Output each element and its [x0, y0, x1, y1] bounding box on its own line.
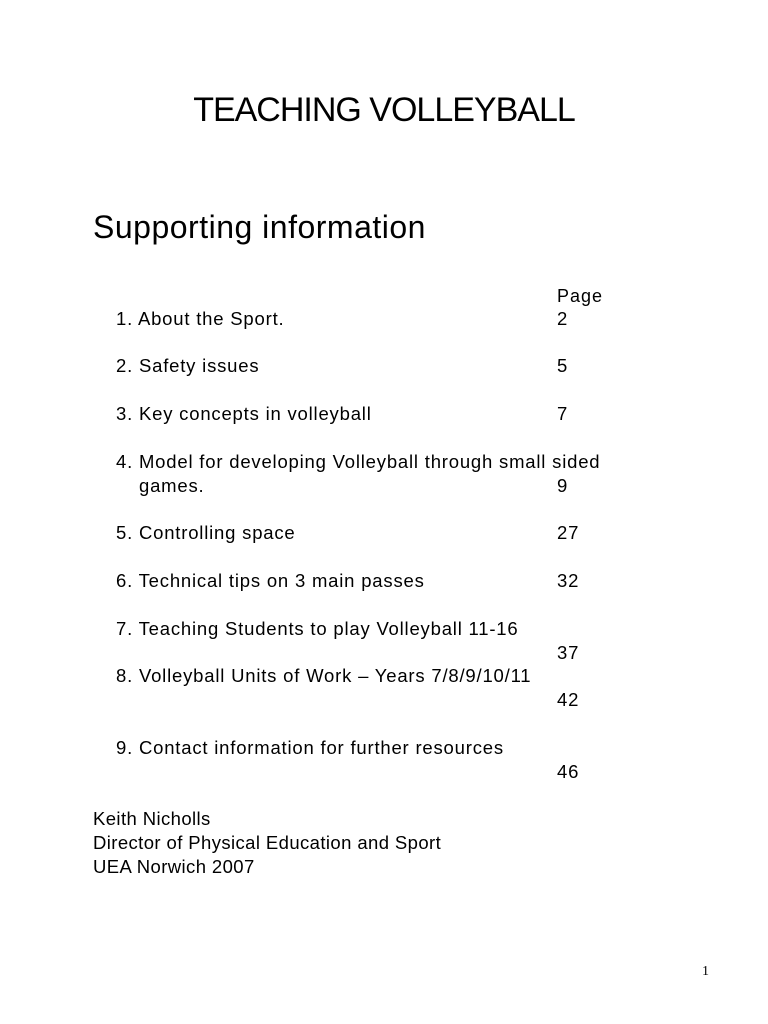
- toc-item-label: 6. Technical tips on 3 main passes: [116, 570, 425, 591]
- toc-item-page: 9: [557, 475, 569, 496]
- toc-item-page: 27: [557, 522, 580, 543]
- toc-item-page: 2: [557, 308, 569, 329]
- toc-item-page: 37: [557, 642, 580, 663]
- author-name: Keith Nicholls: [93, 808, 211, 829]
- toc-item-label: 2. Safety issues: [116, 355, 260, 376]
- author-role: Director of Physical Education and Sport: [93, 832, 442, 853]
- toc-item-page: 42: [557, 689, 580, 710]
- toc-item-label: 7. Teaching Students to play Volleyball 11-16: [116, 618, 519, 639]
- page-number: 1: [702, 964, 709, 979]
- toc-page-column-header: Page: [557, 286, 604, 306]
- toc-item-page: 32: [557, 570, 580, 591]
- author-institution: UEA Norwich 2007: [93, 856, 255, 877]
- toc-item-page: 46: [557, 761, 580, 782]
- toc-item-label: 5. Controlling space: [116, 522, 296, 543]
- toc-item-label: 8. Volleyball Units of Work – Years 7/8/9/10/11: [116, 665, 532, 686]
- toc-item-page: 5: [557, 355, 569, 376]
- toc-item-label: 4. Model for developing Volleyball through small sided: [116, 451, 601, 472]
- toc-item-page: 7: [557, 403, 569, 424]
- toc-item-label: 3. Key concepts in volleyball: [116, 403, 372, 424]
- document-subtitle: Supporting information: [93, 209, 426, 245]
- toc-item-label: 9. Contact information for further resources: [116, 737, 504, 758]
- toc-item-label-continued: games.: [139, 475, 205, 496]
- toc-item-label: 1. About the Sport.: [116, 308, 285, 329]
- document-title: TEACHING VOLLEYBALL: [193, 91, 575, 129]
